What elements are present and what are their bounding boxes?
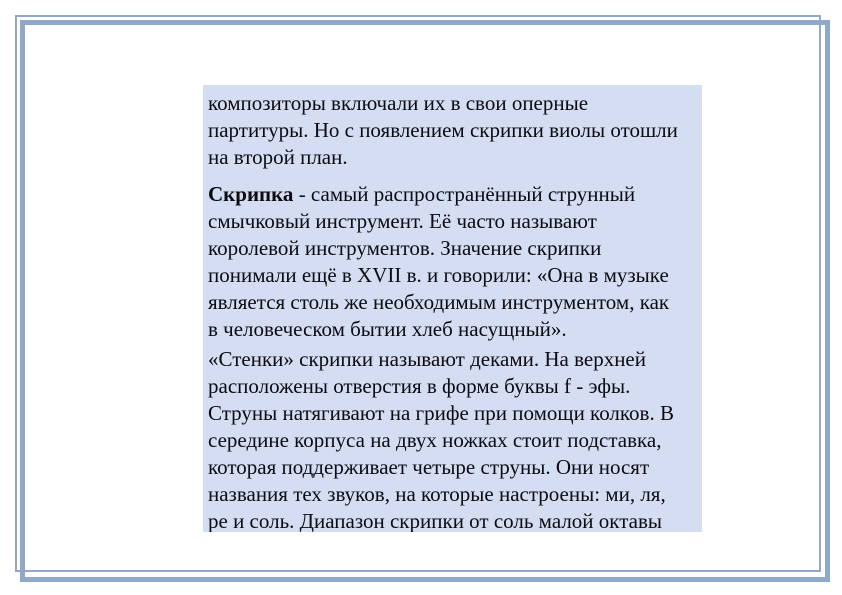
text-line: Скрипка - самый распространённый струнный [208, 182, 636, 206]
paragraph [208, 181, 697, 343]
text-line: партитуры. Но с появлением скрипки виолы отошли [208, 118, 678, 142]
bold-lead-word: Скрипка [208, 182, 294, 206]
text-line: смычковый инструмент. Её часто называют [208, 209, 597, 233]
text-line: понимали ещё в XVII в. и говорили: «Она в музыке [208, 263, 669, 287]
text-line: Струны натягивают на грифе при помощи колков. В [208, 401, 674, 425]
text-line: является столь же необходимым инструментом, как [208, 290, 670, 314]
text-line: которая поддерживает четыре струны. Они носят [208, 455, 650, 479]
text-line: расположены отверстия в форме буквы f - эфы. [208, 374, 631, 398]
text-line: композиторы включали их в свои оперные [208, 91, 589, 115]
text-line: королевой инструментов. Значение скрипки [208, 236, 602, 260]
text-line: на второй план. [208, 145, 348, 169]
paragraph [208, 346, 697, 532]
text-line: в человеческом бытии хлеб насущный». [208, 317, 567, 341]
content-textbox[interactable] [203, 85, 702, 532]
text-line: середине корпуса на двух ножках стоит подставка, [208, 428, 662, 452]
text-line: ре и соль. Диапазон скрипки от соль малой октавы [208, 509, 663, 532]
paragraph [208, 90, 697, 171]
text-line: «Стенки» скрипки называют деками. На верхней [208, 347, 646, 371]
text-line: названия тех звуков, на которые настроены: ми, ля, [208, 482, 666, 506]
